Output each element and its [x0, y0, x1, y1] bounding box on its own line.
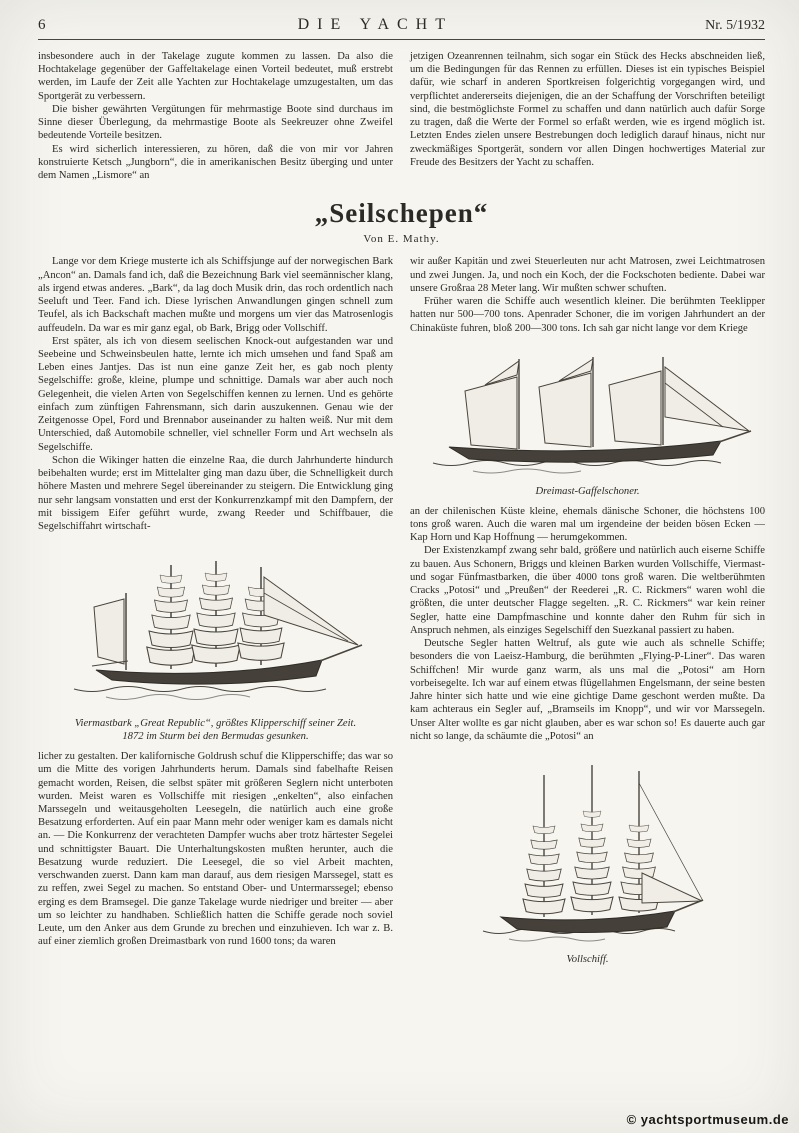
figure-vollschiff: [410, 753, 765, 967]
body-paragraph: Früher waren die Schiffe auch wesentlich kleiner. Die berühmten Teeklipper hatten nur 500—700 tons. Apenrader Schoner, die im vorigen Jahrhundert an der Chinaküste fuhren, bloß 200—300 tons. Ich sah gar nicht lange vor dem Kriege: [410, 296, 765, 334]
page-number: 6: [38, 17, 46, 33]
intro-paragraph: Es wird sicherlich interessieren, zu hören, daß die von mir vor Jahren konstruierte Ketsch „Jungborn“, die in amerikanischen Besitz überging und unter dem Namen „Lismore“ an: [38, 143, 393, 182]
intro-paragraph: Die bisher gewährten Vergütungen für mehrmastige Boote sind durchaus im Sinne dieser Überlegung, da mehrmastige Boote als Seekreuzer ohne Zweifel bedeutende Vorteile besitzen.: [38, 103, 393, 142]
intro-column-left: [38, 50, 393, 182]
watermark: © yachtsportmuseum.de: [626, 1112, 789, 1127]
masthead-title: DIE YACHT: [297, 16, 453, 33]
figure-caption: [410, 953, 765, 967]
intro-column-right: [410, 50, 765, 169]
body-paragraph: licher zu gestalten. Der kalifornische Goldrush schuf die Klipperschiffe; das war so um die Mitte des vorigen Jahrhunderts herum. Damals sind fabelhafte Reisen gemacht worden, Reisen, die selbst später mit größeren Seglern nicht unterboten wurden. Meist waren es Vollschiffe mit riesigen „enkelten“, also einfachen Marssegeln und weitausgeholten Leesegeln, die natürlich auch eine große Besatzung erforderten. Auf ein paar Mann mehr oder weniger kam es damals nicht an. — Die Konkurrenz der verachteten Dampfer wuchs aber trotz härtester Segelei und schnittigster Bauart. Die Unterhaltungskosten mußten herunter, auch die Besatzung wurde reduziert. Die Leesegel, die so viel Arbeit machten, verschwanden zuerst. Dann kam man darauf, aus dem riesigen Marssegel, statt es zu reffen, zwei Segel zu machen. So entstand Ober- und Untermarssegel; ebenso erging es dem Bramsegel. Die ganze Takelage wurde niedriger und breiter — aber um so leichter zu handhaben. Schließlich hatten die Schiffe gerade noch soviel Leute, um den Anker aus dem Grunde zu brechen und einzuhieven. Ich war z. B. auf einer ziemlich großen Dreimastbark von rund 1600 tons; da waren: [38, 751, 393, 948]
body-paragraph: Schon die Wikinger hatten die einzelne Raa, die durch Jahrhunderte hindurch beibehalten wurde; erst im Mittelalter ging man dazu über, die Schnelligkeit durch höhere Masten und mehrere Segel übereinander zu steigern. Die Entwicklung ging nur sehr langsam vonstatten und erst der Konkurrenzkampf mit den Dampfern, der mit bissigem Eifer geführt wurde, zwang Reeder und Schiffbauer, die Segelschiffahrt wirtschaft-: [38, 454, 393, 533]
header-rule: [38, 39, 765, 40]
body-paragraph: an der chilenischen Küste kleine, ehemals dänische Schoner, die höchstens 100 tons groß waren. Auch die waren mal um irgendeine der beiden bösen Ecken — Kap Horn und Kap Hoffnung — herumgekommen.: [410, 505, 765, 544]
body-paragraph: wir außer Kapitän und zwei Steuerleuten nur acht Matrosen, zwei Leichtmatrosen und zwei Jungen. Ja, und noch ein Koch, der die Fockschoten bediente. Dabei war unsere Großraa 28 Meter lang. Wir mußten schwer schuften.: [410, 256, 765, 294]
viermastbark-illustration: [66, 543, 366, 708]
caption-line: 1872 im Sturm bei den Bermudas gesunken.: [122, 731, 309, 743]
caption-line: Viermastbark „Great Republic“, größtes Klipperschiff seiner Zeit.: [74, 717, 357, 729]
intro-paragraph: jetzigen Ozeanrennen teilnahm, sich sogar ein Stück des Hecks abschneiden ließ, um die Bedingungen für das Rennen zu erfüllen. Dieses ist ein typisches Beispiel dafür, wie scharf in anderen Sportkreisen folgerichtig vorgegangen wird, und verpflichtet andererseits diejenigen, die an der Schaffung der Vorschriften beteiligt sind, die bestmöglichste Formel zu schaffen und dann natürlich auch dafür Sorge zu tragen, daß die Werte der Formel so erfaßt werden, wie es irgend möglich ist. Letzten Endes zielen unsere Bestrebungen doch lediglich darauf hinaus, nicht nur zweckmäßiges Sportgerät, sondern vor allen Dingen hochwertiges Material zur Freude des Besitzers der Yacht zu schaffen.: [410, 51, 765, 168]
article-header: [38, 198, 765, 245]
vollschiff-illustration: [469, 753, 707, 945]
page-header: [38, 16, 765, 34]
article-body: [38, 255, 765, 973]
figure-caption: [410, 485, 765, 499]
intro-paragraph: insbesondere auch in der Takelage zugute kommen zu lassen. Da also die Hochtakelage gegenüber der Gaffeltakelage einen Vorteil bedeutet, muß erstrebt werden, im Laufe der Zeit alle Yachten zur Hochtakelage umzugestalten, um das Sportgerät zu verbessern.: [38, 51, 393, 102]
intro-section: [38, 50, 765, 182]
article-title: „Seilschepen“: [314, 198, 489, 229]
body-paragraph: Deutsche Segler hatten Weltruf, als gute wie auch als schnelle Schiffe; besonders die von Laeisz-Hamburg, die berühmten „Flying-P-Liner“. Das waren Schiffchen! Mir wurde ganz warm, als uns mal die „Potosi“ am Horn vorbeisegelte. Ich war auf einem etwas flügellahmen Engelsmann, der seine besten Jahre hinter sich hatte und wie eine gichtige Dame geschont werden mußte. Da kam achteraus ein Segler auf, „Bramseils im Knopp“, und wir vor Marssegeln. Unser Alter wollte es gar nicht glauben, aber es war schon so! Es dauerte auch gar nicht so lange, da schäumte die „Potosi“ an: [410, 638, 765, 742]
figure-viermastbark: [38, 543, 393, 744]
body-paragraph: Erst später, als ich von diesem seelischen Knock-out aufgestanden war und Seebeine und Schweinsbeulen hatte, lernte ich mich umsehen und fand Spaß am Leben eines Jantjes. Das ist nun eine ganze Zeit her, es gab noch plenty Segelschiffe: große, kleine, plumpe und schnittige. Damals war aber auch noch Gelegenheit, die vielen Arten von Segelschiffen kennen zu lernen. Und es gehörte einfach zum zünftigen Fahrensmann, sich darin auszukennen. Genau wie der Zeitgenosse Opel, Ford und Brennabor auseinander zu halten weiß. Nur mit dem Unterschied, daß Automobile schneller, viel schneller Form und Art wechseln als Segelschiffe.: [38, 335, 393, 453]
figure-caption: [38, 717, 393, 745]
article-column-right: [410, 255, 765, 973]
gaffelschoner-illustration: [423, 345, 753, 477]
figure-gaffelschoner: [410, 345, 765, 499]
body-paragraph: Der Existenzkampf zwang sehr bald, größere und natürlich auch eiserne Schiffe zu bauen. Aus Schonern, Briggs und kleinen Barken wurden Vollschiffe, Viermast- und sogar Fünfmastbarken, die über 4000 tons groß waren. Die weltberühmten Cracks „Potosi“ und „Preußen“ der Reederei „R. C. Rickmers“ waren wohl die größten, die unter deutscher Flagge segelten. „R. C. Rickmers“ war kein reiner Segler, hatte eine Dampfmaschine und konnte daher den Ruhm für sich in Anspruch nehmen, als einziges Segelschiff den Suezkanal passiert zu haben.: [410, 545, 765, 636]
issue-number: Nr. 5/1932: [705, 18, 765, 33]
caption-line: Vollschiff.: [566, 954, 609, 966]
article-column-left: [38, 255, 393, 948]
body-paragraph: Lange vor dem Kriege musterte ich als Schiffsjunge auf der norwegischen Bark „Ancon“ an. Damals fand ich, daß die Bezeichnung Bark viel seemännischer klang, als irgend etwas anderes. „Bark“, da lag doch Musik drin, das roch ordentlich nach Seeluft und Teer. Fand ich. Diese lyrischen Anwandlungen gingen schnell zum Teufel, als ich Backschaft machen mußte und morgens um vier das Matrosenlogis auffeudeln. Da war es mir ganz egal, ob Bark, Brigg oder Vollschiff.: [38, 256, 393, 334]
article-byline: Von E. Mathy.: [363, 233, 440, 246]
caption-line: Dreimast-Gaffelschoner.: [535, 485, 640, 497]
